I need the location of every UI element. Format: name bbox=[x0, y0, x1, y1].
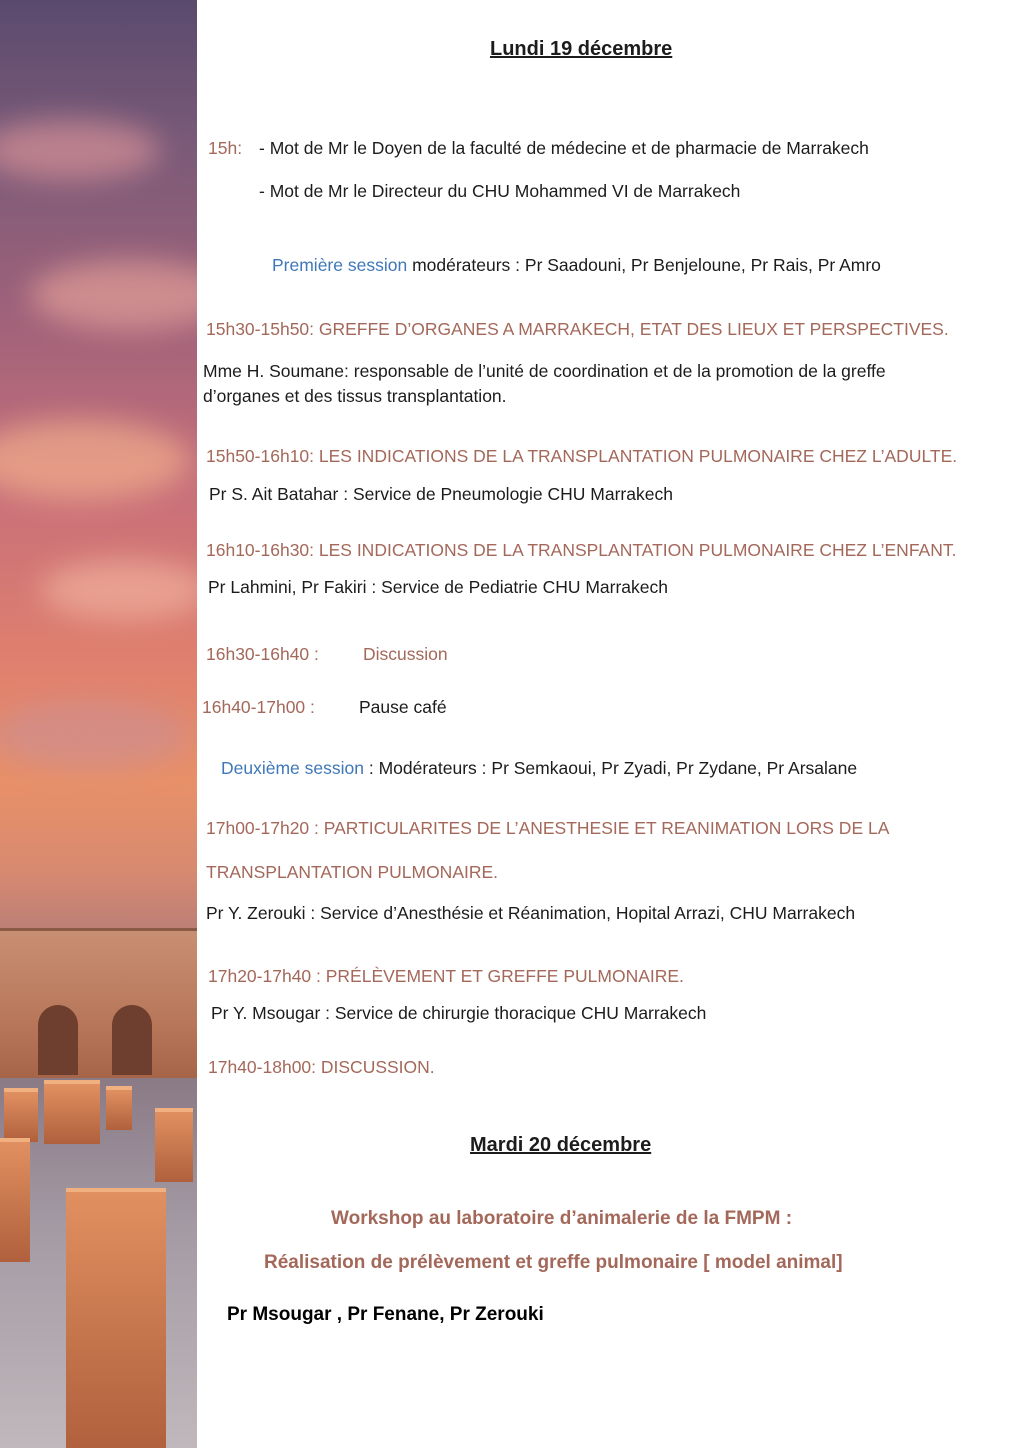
day2-heading: Mardi 20 décembre bbox=[470, 1134, 652, 1156]
discussion2-title: 17h40-18h00: DISCUSSION. bbox=[208, 1057, 435, 1077]
ruined-wall bbox=[0, 928, 197, 1081]
talk2-speaker: Pr S. Ait Batahar : Service de Pneumologie CHU Marrakech bbox=[209, 484, 673, 504]
workshop-speakers: Pr Msougar , Pr Fenane, Pr Zerouki bbox=[227, 1304, 544, 1325]
session1-line bbox=[272, 255, 881, 276]
pause-time: 16h40-17h00 : bbox=[202, 697, 315, 717]
program-content bbox=[197, 0, 1024, 1448]
workshop-line1: Workshop au laboratoire d’animalerie de la FMPM : bbox=[331, 1208, 793, 1229]
talk4-title-line1: 17h00-17h20 : PARTICULARITES DE L’ANESTHESIE ET REANIMATION LORS DE LA bbox=[206, 818, 890, 838]
opening-item-director: - Mot de Mr le Directeur du CHU Mohammed VI de Marrakech bbox=[259, 181, 741, 201]
pause-label: Pause café bbox=[359, 697, 447, 717]
day1-heading: Lundi 19 décembre bbox=[490, 38, 673, 60]
session2-label: Deuxième session bbox=[221, 758, 364, 778]
discussion1-time: 16h30-16h40 : bbox=[206, 644, 319, 664]
session1-label: Première session bbox=[272, 255, 408, 275]
marrakech-sunset-photo bbox=[0, 0, 197, 1448]
opening-item-dean: - Mot de Mr le Doyen de la faculté de médecine et de pharmacie de Marrakech bbox=[259, 138, 869, 158]
talk1-speaker-line1: Mme H. Soumane: responsable de l’unité de coordination et de la promotion de la greffe bbox=[203, 361, 886, 381]
discussion1-label: Discussion bbox=[363, 644, 448, 664]
talk1-speaker-line2: d’organes et des tissus transplantation. bbox=[203, 386, 507, 406]
talk3-speaker: Pr Lahmini, Pr Fakiri : Service de Pediatrie CHU Marrakech bbox=[208, 577, 669, 597]
session1-moderators: modérateurs : Pr Saadouni, Pr Benjeloune, Pr Rais, Pr Amro bbox=[407, 255, 881, 275]
talk1-title: 15h30-15h50: GREFFE D’ORGANES A MARRAKECH, ETAT DES LIEUX ET PERSPECTIVES. bbox=[206, 319, 949, 339]
ground bbox=[0, 1078, 197, 1448]
talk2-title: 15h50-16h10: LES INDICATIONS DE LA TRANSPLANTATION PULMONAIRE CHEZ L’ADULTE. bbox=[206, 446, 958, 466]
workshop-line2: Réalisation de prélèvement et greffe pulmonaire [ model animal] bbox=[264, 1252, 843, 1273]
talk4-speaker: Pr Y. Zerouki : Service d’Anesthésie et Réanimation, Hopital Arrazi, CHU Marrakech bbox=[206, 903, 856, 923]
talk5-title: 17h20-17h40 : PRÉLÈVEMENT ET GREFFE PULMONAIRE. bbox=[208, 966, 684, 986]
talk5-speaker: Pr Y. Msougar : Service de chirurgie thoracique CHU Marrakech bbox=[211, 1003, 707, 1023]
talk3-title: 16h10-16h30: LES INDICATIONS DE LA TRANSPLANTATION PULMONAIRE CHEZ L’ENFANT. bbox=[206, 540, 957, 560]
session2-line bbox=[221, 758, 857, 779]
talk4-title-line2: TRANSPLANTATION PULMONAIRE. bbox=[206, 862, 499, 882]
session2-moderators: : Modérateurs : Pr Semkaoui, Pr Zyadi, Pr Zydane, Pr Arsalane bbox=[363, 758, 858, 778]
opening-time: 15h: bbox=[208, 138, 243, 158]
